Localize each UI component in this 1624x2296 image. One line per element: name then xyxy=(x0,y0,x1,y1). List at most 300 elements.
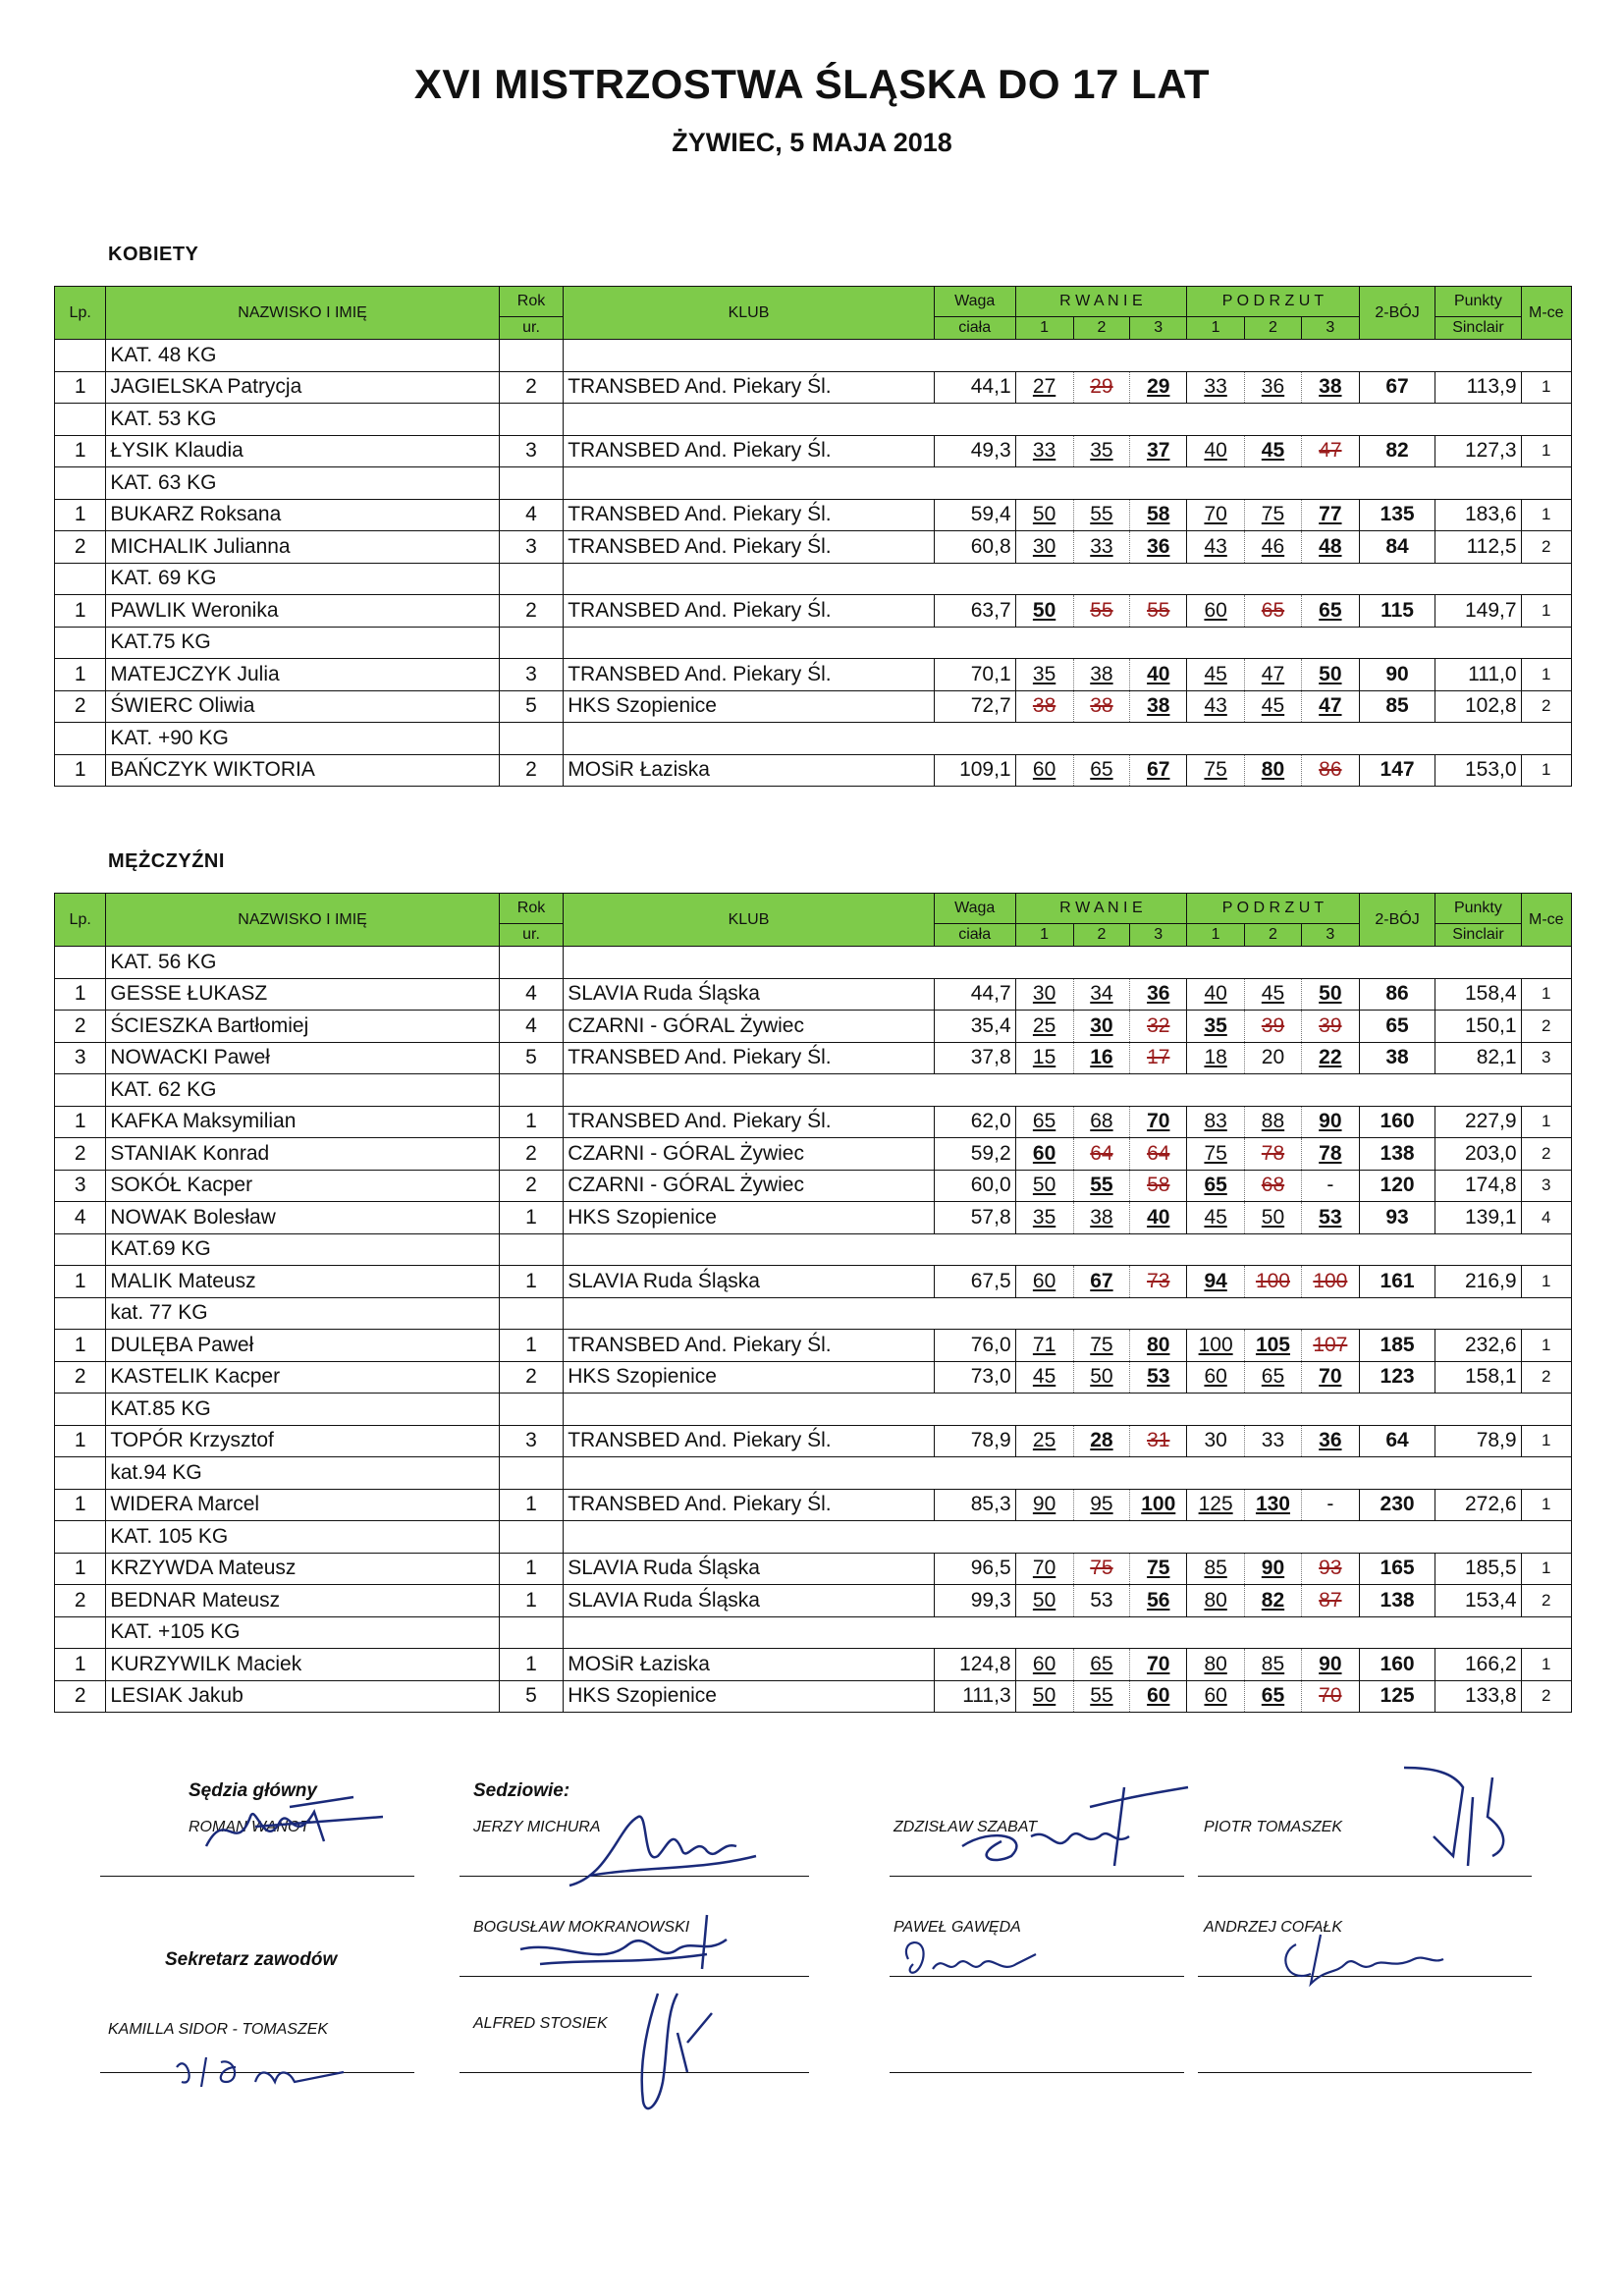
attempt-value: 43 xyxy=(1187,531,1245,564)
empty-cell xyxy=(564,1297,1572,1330)
header-bodyweight: Waga xyxy=(934,287,1015,317)
club-name: MOSiR Łaziska xyxy=(564,1649,935,1681)
signature-line xyxy=(890,2072,1184,2073)
place-value: 2 xyxy=(1521,1138,1571,1171)
attempt-value: 20 xyxy=(1245,1042,1302,1074)
header-clean-jerk: P O D R Z U T xyxy=(1187,287,1360,317)
table-row xyxy=(55,1138,1572,1171)
attempt-value: 75 xyxy=(1073,1553,1130,1585)
club-name: CZARNI - GÓRAL Żywiec xyxy=(564,1170,935,1202)
attempt-value: 46 xyxy=(1245,531,1302,564)
birth-year-class: 1 xyxy=(499,1649,563,1681)
header-sinclair-sub: Sinclair xyxy=(1435,924,1521,947)
place-value: 1 xyxy=(1521,1649,1571,1681)
table-row xyxy=(55,371,1572,404)
birth-year-class: 1 xyxy=(499,1489,563,1521)
attempt-value: 55 xyxy=(1073,595,1130,628)
row-lp: 1 xyxy=(55,754,106,787)
place-value: 2 xyxy=(1521,1361,1571,1394)
attempt-value: 40 xyxy=(1187,978,1245,1011)
category-row xyxy=(55,723,1572,755)
attempt-value: 65 xyxy=(1187,1170,1245,1202)
table-row xyxy=(55,1585,1572,1617)
judge-name: BOGUSŁAW MOKRANOWSKI xyxy=(473,1919,690,1936)
athlete-name: NOWAK Bolesław xyxy=(106,1202,499,1234)
header-bodyweight-sub: ciała xyxy=(934,924,1015,947)
sinclair-points: 232,6 xyxy=(1435,1330,1521,1362)
sinclair-points: 153,4 xyxy=(1435,1585,1521,1617)
total-value: 138 xyxy=(1359,1138,1435,1171)
empty-cell xyxy=(564,404,1572,436)
athlete-name: GESSE ŁUKASZ xyxy=(106,978,499,1011)
place-value: 2 xyxy=(1521,1680,1571,1713)
table-row xyxy=(55,1170,1572,1202)
place-value: 1 xyxy=(1521,435,1571,467)
attempt-value: 35 xyxy=(1073,435,1130,467)
attempt-value: 73 xyxy=(1130,1266,1187,1298)
bodyweight: 96,5 xyxy=(934,1553,1015,1585)
judge-name: ANDRZEJ COFAŁK xyxy=(1204,1919,1343,1936)
table-row xyxy=(55,978,1572,1011)
empty-cell xyxy=(55,1233,106,1266)
empty-cell xyxy=(499,627,563,659)
attempt-value: 47 xyxy=(1301,690,1359,723)
attempt-value: 78 xyxy=(1245,1138,1302,1171)
category-row xyxy=(55,404,1572,436)
attempt-value: 130 xyxy=(1245,1489,1302,1521)
place-value: 1 xyxy=(1521,1330,1571,1362)
attempt-value: 38 xyxy=(1073,690,1130,723)
attempt-value: 65 xyxy=(1015,1106,1073,1138)
header-attempt: 3 xyxy=(1130,924,1187,947)
row-lp: 1 xyxy=(55,1553,106,1585)
attempt-value: 60 xyxy=(1187,1680,1245,1713)
attempt-value: 105 xyxy=(1245,1330,1302,1362)
bodyweight: 59,2 xyxy=(934,1138,1015,1171)
attempt-value: 40 xyxy=(1187,435,1245,467)
birth-year-class: 2 xyxy=(499,754,563,787)
table-row xyxy=(55,1553,1572,1585)
table-row xyxy=(55,435,1572,467)
birth-year-class: 4 xyxy=(499,1011,563,1043)
empty-cell xyxy=(564,723,1572,755)
header-attempt: 1 xyxy=(1015,317,1073,340)
handwritten-signature xyxy=(196,1787,393,1866)
place-value: 1 xyxy=(1521,1106,1571,1138)
attempt-value: 47 xyxy=(1245,659,1302,691)
attempt-value: 48 xyxy=(1301,531,1359,564)
bodyweight: 78,9 xyxy=(934,1425,1015,1457)
attempt-value: 60 xyxy=(1015,1649,1073,1681)
header-place: M-ce xyxy=(1521,287,1571,340)
athlete-name: PAWLIK Weronika xyxy=(106,595,499,628)
attempt-value: 70 xyxy=(1130,1106,1187,1138)
bodyweight: 60,0 xyxy=(934,1170,1015,1202)
athlete-name: KASTELIK Kacper xyxy=(106,1361,499,1394)
attempt-value: - xyxy=(1301,1170,1359,1202)
place-value: 1 xyxy=(1521,1266,1571,1298)
attempt-value: 70 xyxy=(1301,1361,1359,1394)
row-lp: 1 xyxy=(55,978,106,1011)
attempt-value: 50 xyxy=(1073,1361,1130,1394)
total-value: 86 xyxy=(1359,978,1435,1011)
secretary-name: KAMILLA SIDOR - TOMASZEK xyxy=(108,2021,329,2038)
birth-year-class: 2 xyxy=(499,595,563,628)
row-lp: 1 xyxy=(55,659,106,691)
table-row xyxy=(55,1011,1572,1043)
attempt-value: 100 xyxy=(1187,1330,1245,1362)
bodyweight: 49,3 xyxy=(934,435,1015,467)
attempt-value: 80 xyxy=(1130,1330,1187,1362)
attempt-value: 75 xyxy=(1073,1330,1130,1362)
attempt-value: 75 xyxy=(1245,499,1302,531)
header-attempt: 2 xyxy=(1245,924,1302,947)
empty-cell xyxy=(55,723,106,755)
attempt-value: 15 xyxy=(1015,1042,1073,1074)
judge-name: ZDZISŁAW SZABAT xyxy=(893,1819,1038,1835)
athlete-name: KRZYWDA Mateusz xyxy=(106,1553,499,1585)
sinclair-points: 174,8 xyxy=(1435,1170,1521,1202)
club-name: HKS Szopienice xyxy=(564,1680,935,1713)
bodyweight: 44,7 xyxy=(934,978,1015,1011)
attempt-value: 82 xyxy=(1245,1585,1302,1617)
table-row xyxy=(55,1489,1572,1521)
secretary-label: Sekretarz zawodów xyxy=(165,1949,338,1970)
club-name: SLAVIA Ruda Śląska xyxy=(564,1266,935,1298)
total-value: 120 xyxy=(1359,1170,1435,1202)
judge-name: PAWEŁ GAWĘDA xyxy=(893,1919,1021,1936)
attempt-value: 36 xyxy=(1130,531,1187,564)
athlete-name: BAŃCZYK WIKTORIA xyxy=(106,754,499,787)
attempt-value: 50 xyxy=(1245,1202,1302,1234)
attempt-value: 80 xyxy=(1187,1649,1245,1681)
category-label: KAT. +105 KG xyxy=(106,1616,499,1649)
sinclair-points: 78,9 xyxy=(1435,1425,1521,1457)
attempt-value: 68 xyxy=(1073,1106,1130,1138)
row-lp: 1 xyxy=(55,371,106,404)
club-name: HKS Szopienice xyxy=(564,1361,935,1394)
attempt-value: 77 xyxy=(1301,499,1359,531)
club-name: SLAVIA Ruda Śląska xyxy=(564,1585,935,1617)
attempt-value: 40 xyxy=(1130,659,1187,691)
club-name: TRANSBED And. Piekary Śl. xyxy=(564,531,935,564)
table-row xyxy=(55,1680,1572,1713)
attempt-value: 67 xyxy=(1130,754,1187,787)
bodyweight: 63,7 xyxy=(934,595,1015,628)
place-value: 4 xyxy=(1521,1202,1571,1234)
empty-cell xyxy=(564,1616,1572,1649)
attempt-value: 45 xyxy=(1187,659,1245,691)
category-label: KAT. +90 KG xyxy=(106,723,499,755)
attempt-value: 55 xyxy=(1130,595,1187,628)
sinclair-points: 158,4 xyxy=(1435,978,1521,1011)
category-label: KAT. 53 KG xyxy=(106,404,499,436)
empty-cell xyxy=(55,947,106,979)
category-label: KAT. 69 KG xyxy=(106,563,499,595)
table-row xyxy=(55,1361,1572,1394)
attempt-value: 28 xyxy=(1073,1425,1130,1457)
empty-cell xyxy=(55,1616,106,1649)
category-label: KAT.69 KG xyxy=(106,1233,499,1266)
attempt-value: 36 xyxy=(1130,978,1187,1011)
table-row xyxy=(55,690,1572,723)
header-clean-jerk: P O D R Z U T xyxy=(1187,894,1360,924)
total-value: 90 xyxy=(1359,659,1435,691)
total-value: 161 xyxy=(1359,1266,1435,1298)
attempt-value: 71 xyxy=(1015,1330,1073,1362)
category-label: KAT.75 KG xyxy=(106,627,499,659)
attempt-value: 38 xyxy=(1130,690,1187,723)
empty-cell xyxy=(564,947,1572,979)
attempt-value: 30 xyxy=(1187,1425,1245,1457)
bodyweight: 72,7 xyxy=(934,690,1015,723)
total-value: 84 xyxy=(1359,531,1435,564)
birth-year-class: 5 xyxy=(499,690,563,723)
header-attempt: 3 xyxy=(1301,317,1359,340)
category-label: KAT. 48 KG xyxy=(106,340,499,372)
row-lp: 1 xyxy=(55,1266,106,1298)
empty-cell xyxy=(55,467,106,500)
attempt-value: 50 xyxy=(1301,659,1359,691)
sinclair-points: 82,1 xyxy=(1435,1042,1521,1074)
attempt-value: 38 xyxy=(1073,659,1130,691)
attempt-value: 85 xyxy=(1187,1553,1245,1585)
table-row xyxy=(55,1266,1572,1298)
category-label: kat. 77 KG xyxy=(106,1297,499,1330)
attempt-value: 78 xyxy=(1301,1138,1359,1171)
empty-cell xyxy=(55,340,106,372)
birth-year-class: 1 xyxy=(499,1585,563,1617)
club-name: TRANSBED And. Piekary Śl. xyxy=(564,1489,935,1521)
empty-cell xyxy=(55,1521,106,1554)
row-lp: 3 xyxy=(55,1042,106,1074)
total-value: 147 xyxy=(1359,754,1435,787)
bodyweight: 76,0 xyxy=(934,1330,1015,1362)
sinclair-points: 158,1 xyxy=(1435,1361,1521,1394)
sinclair-points: 185,5 xyxy=(1435,1553,1521,1585)
attempt-value: 50 xyxy=(1301,978,1359,1011)
judge-name: ALFRED STOSIEK xyxy=(473,2015,608,2032)
header-snatch: R W A N I E xyxy=(1015,287,1187,317)
table-row xyxy=(55,531,1572,564)
empty-cell xyxy=(564,1233,1572,1266)
category-row xyxy=(55,563,1572,595)
handwritten-signature xyxy=(619,1984,736,2121)
athlete-name: LESIAK Jakub xyxy=(106,1680,499,1713)
attempt-value: 35 xyxy=(1187,1011,1245,1043)
attempt-value: 25 xyxy=(1015,1425,1073,1457)
attempt-value: 90 xyxy=(1301,1106,1359,1138)
attempt-value: 64 xyxy=(1073,1138,1130,1171)
category-label: KAT. 56 KG xyxy=(106,947,499,979)
row-lp: 2 xyxy=(55,1138,106,1171)
athlete-name: ŚWIERC Oliwia xyxy=(106,690,499,723)
attempt-value: 22 xyxy=(1301,1042,1359,1074)
attempt-value: 17 xyxy=(1130,1042,1187,1074)
place-value: 2 xyxy=(1521,531,1571,564)
row-lp: 2 xyxy=(55,690,106,723)
attempt-value: 53 xyxy=(1301,1202,1359,1234)
bodyweight: 57,8 xyxy=(934,1202,1015,1234)
place-value: 1 xyxy=(1521,1553,1571,1585)
total-value: 65 xyxy=(1359,1011,1435,1043)
place-value: 1 xyxy=(1521,978,1571,1011)
empty-cell xyxy=(564,1457,1572,1490)
attempt-value: 80 xyxy=(1245,754,1302,787)
athlete-name: ŁYSIK Klaudia xyxy=(106,435,499,467)
birth-year-class: 2 xyxy=(499,1361,563,1394)
attempt-value: 65 xyxy=(1245,1361,1302,1394)
category-label: KAT. 105 KG xyxy=(106,1521,499,1554)
attempt-value: 25 xyxy=(1015,1011,1073,1043)
bodyweight: 67,5 xyxy=(934,1266,1015,1298)
birth-year-class: 3 xyxy=(499,531,563,564)
attempt-value: 40 xyxy=(1130,1202,1187,1234)
table-row xyxy=(55,499,1572,531)
attempt-value: 33 xyxy=(1187,371,1245,404)
sinclair-points: 166,2 xyxy=(1435,1649,1521,1681)
total-value: 67 xyxy=(1359,371,1435,404)
athlete-name: MATEJCZYK Julia xyxy=(106,659,499,691)
attempt-value: 86 xyxy=(1301,754,1359,787)
club-name: HKS Szopienice xyxy=(564,690,935,723)
attempt-value: 50 xyxy=(1015,1170,1073,1202)
category-row xyxy=(55,1233,1572,1266)
attempt-value: 38 xyxy=(1015,690,1073,723)
place-value: 1 xyxy=(1521,595,1571,628)
bodyweight: 59,4 xyxy=(934,499,1015,531)
header-attempt: 2 xyxy=(1245,317,1302,340)
attempt-value: 88 xyxy=(1245,1106,1302,1138)
place-value: 2 xyxy=(1521,1011,1571,1043)
header-attempt: 3 xyxy=(1301,924,1359,947)
empty-cell xyxy=(499,1521,563,1554)
club-name: TRANSBED And. Piekary Śl. xyxy=(564,371,935,404)
attempt-value: 53 xyxy=(1130,1361,1187,1394)
total-value: 85 xyxy=(1359,690,1435,723)
attempt-value: 70 xyxy=(1301,1680,1359,1713)
header-name: NAZWISKO I IMIĘ xyxy=(106,894,499,947)
table-row xyxy=(55,659,1572,691)
header-sinclair: Punkty xyxy=(1435,287,1521,317)
table-row xyxy=(55,1042,1572,1074)
attempt-value: 31 xyxy=(1130,1425,1187,1457)
club-name: TRANSBED And. Piekary Śl. xyxy=(564,1042,935,1074)
row-lp: 1 xyxy=(55,1489,106,1521)
header-attempt: 3 xyxy=(1130,317,1187,340)
sinclair-points: 227,9 xyxy=(1435,1106,1521,1138)
attempt-value: 125 xyxy=(1187,1489,1245,1521)
attempt-value: 85 xyxy=(1245,1649,1302,1681)
empty-cell xyxy=(55,1457,106,1490)
table-row xyxy=(55,754,1572,787)
category-label: KAT. 63 KG xyxy=(106,467,499,500)
attempt-value: 29 xyxy=(1073,371,1130,404)
athlete-name: ŚCIESZKA Bartłomiej xyxy=(106,1011,499,1043)
attempt-value: 65 xyxy=(1073,1649,1130,1681)
athlete-name: SOKÓŁ Kacper xyxy=(106,1170,499,1202)
birth-year-class: 1 xyxy=(499,1202,563,1234)
birth-year-class: 3 xyxy=(499,1425,563,1457)
attempt-value: 68 xyxy=(1245,1170,1302,1202)
attempt-value: 100 xyxy=(1245,1266,1302,1298)
empty-cell xyxy=(564,1394,1572,1426)
handwritten-signature xyxy=(511,1910,746,1979)
row-lp: 4 xyxy=(55,1202,106,1234)
attempt-value: 53 xyxy=(1073,1585,1130,1617)
attempt-value: 43 xyxy=(1187,690,1245,723)
birth-year-class: 2 xyxy=(499,371,563,404)
birth-year-class: 1 xyxy=(499,1330,563,1362)
attempt-value: 35 xyxy=(1015,659,1073,691)
table-row xyxy=(55,1202,1572,1234)
attempt-value: 58 xyxy=(1130,499,1187,531)
attempt-value: 75 xyxy=(1187,1138,1245,1171)
row-lp: 1 xyxy=(55,435,106,467)
empty-cell xyxy=(55,627,106,659)
section-label-men: MĘŻCZYŹNI xyxy=(108,850,225,872)
row-lp: 2 xyxy=(55,1585,106,1617)
attempt-value: 60 xyxy=(1015,754,1073,787)
athlete-name: MALIK Mateusz xyxy=(106,1266,499,1298)
birth-year-class: 5 xyxy=(499,1680,563,1713)
attempt-value: 56 xyxy=(1130,1585,1187,1617)
category-row xyxy=(55,1457,1572,1490)
empty-cell xyxy=(499,1074,563,1107)
athlete-name: KAFKA Maksymilian xyxy=(106,1106,499,1138)
bodyweight: 111,3 xyxy=(934,1680,1015,1713)
athlete-name: NOWACKI Paweł xyxy=(106,1042,499,1074)
club-name: MOSiR Łaziska xyxy=(564,754,935,787)
attempt-value: 60 xyxy=(1130,1680,1187,1713)
header-attempt: 1 xyxy=(1187,317,1245,340)
attempt-value: 32 xyxy=(1130,1011,1187,1043)
empty-cell xyxy=(55,1074,106,1107)
attempt-value: 90 xyxy=(1245,1553,1302,1585)
attempt-value: 30 xyxy=(1015,531,1073,564)
club-name: TRANSBED And. Piekary Śl. xyxy=(564,499,935,531)
handwritten-signature xyxy=(1267,1915,1463,1994)
place-value: 1 xyxy=(1521,499,1571,531)
handwritten-signature xyxy=(943,1768,1198,1876)
birth-year-class: 5 xyxy=(499,1042,563,1074)
empty-cell xyxy=(499,467,563,500)
total-value: 123 xyxy=(1359,1361,1435,1394)
athlete-name: JAGIELSKA Patrycja xyxy=(106,371,499,404)
header-name: NAZWISKO I IMIĘ xyxy=(106,287,499,340)
total-value: 230 xyxy=(1359,1489,1435,1521)
header-club: KLUB xyxy=(564,894,935,947)
attempt-value: 93 xyxy=(1301,1553,1359,1585)
bodyweight: 44,1 xyxy=(934,371,1015,404)
row-lp: 1 xyxy=(55,1330,106,1362)
empty-cell xyxy=(499,404,563,436)
birth-year-class: 4 xyxy=(499,978,563,1011)
bodyweight: 124,8 xyxy=(934,1649,1015,1681)
sinclair-points: 183,6 xyxy=(1435,499,1521,531)
handwritten-signature xyxy=(1394,1758,1551,1876)
empty-cell xyxy=(499,1394,563,1426)
total-value: 165 xyxy=(1359,1553,1435,1585)
attempt-value: 47 xyxy=(1301,435,1359,467)
attempt-value: 16 xyxy=(1073,1042,1130,1074)
attempt-value: 39 xyxy=(1245,1011,1302,1043)
empty-cell xyxy=(499,1297,563,1330)
category-row xyxy=(55,467,1572,500)
bodyweight: 99,3 xyxy=(934,1585,1015,1617)
birth-year-class: 1 xyxy=(499,1106,563,1138)
judge-name: PIOTR TOMASZEK xyxy=(1204,1819,1343,1835)
